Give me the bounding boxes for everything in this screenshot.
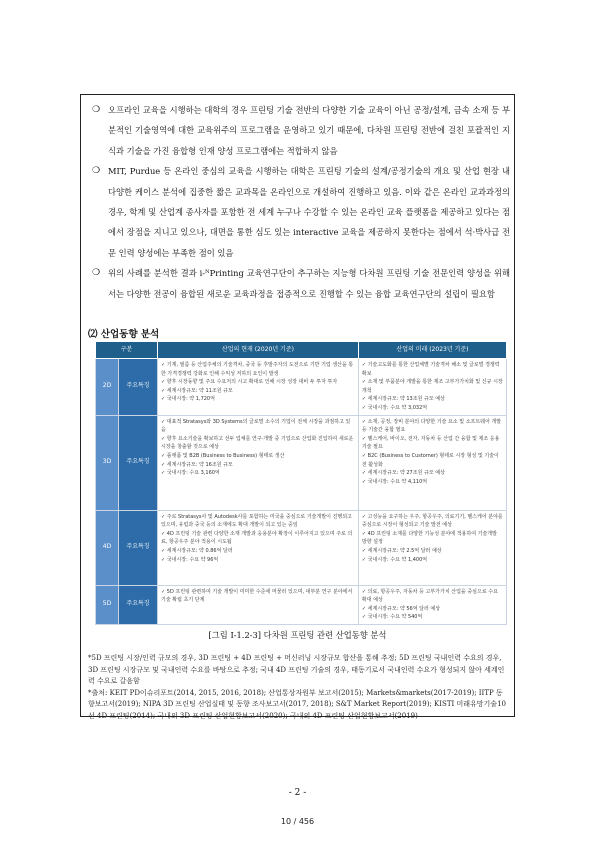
current-cell: [158, 415, 359, 510]
cell-line: ✓ 소재 및 부품분야 개발을 통한 제조 고부가가치화 및 신규 시장 개척: [361, 379, 503, 394]
bullet-text: 오프라인 교육을 시행하는 대학의 경우 프린팅 기술 전반의 다양한 기술 교육이 아닌 공정/설계, 금속 소재 등 부분적인 기술영역에 대한 교육위주의 프로그램을 운영하고 있기 때문에, 다차원 프린팅 전반에 걸친 포괄적인 지식과 기술을 가진 융합형 인재 양성 프로그램에는 적합하지 않음: [108, 105, 510, 156]
viewer-page-indicator: 10 / 456: [280, 817, 315, 826]
cell-line: ✓ 국내시장: 수요 약 1,400억: [361, 556, 428, 563]
header-current: 산업의 현재 (2020년 기준): [158, 342, 359, 359]
industry-trend-table: [95, 341, 507, 625]
table-row: [96, 510, 507, 585]
table-row: [96, 585, 507, 624]
cell-line: ✓ 소재, 공정, 장비 분야의 다양한 기술 요소 및 소프트웨어 개발 등 기술간 융합 필요: [361, 418, 502, 434]
cell-line: ✓ 국내시장: 수요 약 96억: [161, 556, 219, 563]
cell-line: ✓ 5D 프린팅 관련하여 기술 개발이 미미한 수준에 머물러 있으며, 대부분 연구 분야에서 기술 확립 초기 단계: [161, 588, 353, 604]
circle-bullet-icon: ❍: [92, 166, 101, 177]
bullet-item: [92, 100, 510, 161]
table-row: [96, 415, 507, 510]
header-category: 구분: [96, 342, 158, 359]
cell-line: ✓ 고성능을 요구하는 우주, 항공우주, 의료기기, 헬스케어 분야를 중심으로 시장이 형성되고 기술 발전 예상: [361, 513, 503, 529]
dimension-cell: 4D: [96, 510, 119, 585]
cell-line: ✓ 세계시장규모: 약 56억 달러 예상: [361, 605, 441, 612]
cell-line: ✓ 주로 Stratasys사 및 Autodesk사를 포함하는 미국을 중심으로 기술개발이 진행되고 있으며, 유럽과 중국 등의 소재에도 확대 개발이 되고 있는 중임: [161, 513, 352, 529]
cell-line: ✓ B2C (Business to Customer) 형태로 시장 형성 및 기술이전 활성화: [361, 452, 499, 468]
circle-bullet-icon: ❍: [92, 105, 101, 115]
feature-label: 주요특징: [119, 585, 158, 624]
table-row: [96, 359, 507, 416]
feature-label: 주요특징: [119, 510, 158, 585]
footnote-text: *출처: KEIT PD이슈리포트(2014, 2015, 2016, 2018); 산업통상자원부 보고서(2015); Markets&markets(2017-2019); IITP 동향보고서(2019); NIPA 3D 프린팅 산업실태 및 동향 조사보고서(2017, 2018); S&T Market Report(2019); KISTI 미래유망기술10선 4D 프린팅(2014); 국내외 3D 프린팅 산업현황보고서(2020); 국내외 4D 프린팅 산업현황보고서(2019): [88, 688, 506, 720]
bullet-list: [92, 100, 510, 304]
cell-line: ✓ 세계시장규모: 약 11조원 규모: [161, 387, 233, 394]
cell-line: ✓ 기계, 필름 등 산업주체의 기술격차, 중국 등 후발주자의 도전으로 기반 기업 생산을 통한 가격경쟁력 강화로 인해 수익성 저하의 요인이 발생: [161, 362, 354, 377]
bullet-item: [92, 161, 510, 263]
bullet-text: MIT, Purdue 등 온라인 중심의 교육을 시행하는 대학은 프린팅 기술의 설계/공정기술의 개요 및 산업 현장 내 다양한 케이스 분석에 집중한 짧은 교과목을 온라인으로 개설하여 진행하고 있음. 이와 같은 온라인 교과과정의 경우, 학계 및 산업계 종사자를 포함한 전 세계 누구나 수강할 수 있는 온라인 교육 플랫폼을 제공하고 있다는 점에서 장점을 지니고 있으나, 대면을 통한 심도 있는 interactive 교육을 제공하지 못한다는 점에서 석·박사급 전문 인력 양성에는 부족한 점이 있음: [108, 166, 510, 258]
feature-label: 주요특징: [119, 359, 158, 416]
current-cell: [158, 359, 359, 416]
cell-line: ✓ 플랫폼 및 B2B (Business to Business) 형태로 생산: [161, 452, 285, 459]
section-title: ⑵ 산업동향 분석: [88, 329, 160, 340]
footnote-text: *5D 프린팅 시장/인력 규모의 경우, 3D 프린팅 + 4D 프린팅 + 머신러닝 시장규모 합산을 통해 추정; 5D 프린팅 국내인력 수요의 경우, 3D 프린팅 시장규모 및 국내인력 수요를 바탕으로 추정; 국내 4D 프린팅 기술의 경우, 태동기로서 국내인력 수요가 형성되지 않아 세계인력 수요로 갈음함: [88, 654, 505, 686]
current-cell: [158, 510, 359, 585]
bullet-text: 위의 사례를 분석한 결과 i-ᴺPrinting 교육연구단이 추구하는 지능형 다차원 프린팅 기술 전문인력 양성을 위해서는 다양한 전공이 융합된 새로운 교육과정을 접증적으로 진행할 수 있는 융합 교육연구단의 설립이 필요함: [108, 268, 510, 299]
future-cell: [358, 510, 506, 585]
cell-line: ✓ 국내시장: 수요 3,160억: [161, 470, 220, 477]
cell-line: ✓ 국내시장: 약 1,720억: [161, 396, 215, 403]
cell-line: ✓ 4D 프린팅 기술 관련 다양한 소재 개발과 응용분야 확장이 이루어지고 있으며 주로 의료, 항공우주 분야 적용이 시도됨: [161, 530, 353, 546]
cell-line: ✓ 기술고도화를 통한 산업체별 기술격차 해소 및 글로벌 경쟁력 확보: [361, 362, 500, 377]
future-cell: [358, 415, 506, 510]
cell-line: ✓ 세계시장규모: 약 27조원 규모 예상: [361, 470, 445, 477]
footnotes: [88, 653, 508, 723]
cell-line: ✓ 향후 시장동향 및 주요 수요처의 시고 확대로 인해 시장 성장 대비 두 투자 투자: [161, 379, 338, 386]
cell-line: ✓ 의료, 항공우주, 자동차 등 고부가가치 산업을 중심으로 수요 확대 예상: [361, 588, 498, 604]
cell-line: ✓ 국내시장: 수요 약 540억: [361, 614, 423, 621]
feature-label: 주요특징: [119, 415, 158, 510]
cell-line: ✓ 4D 프린팅 소재를 다양한 기능성 분야에 적용하여 기술개발 방향 설정: [361, 530, 497, 546]
cell-line: ✓ 세계시장규모: 약 16조원 규모: [161, 461, 233, 468]
cell-line: ✓ 세계시장규모: 약 13조원 규모 예상: [361, 396, 445, 403]
dimension-cell: 5D: [96, 585, 119, 624]
dimension-cell: 2D: [96, 359, 119, 416]
table-header-row: [96, 342, 507, 359]
cell-line: ✓ 헬스케어, 바이오, 전자, 자동차 등 산업 간 융합 및 제조 응용 기술 필요: [361, 435, 500, 451]
bullet-item: [92, 263, 510, 304]
future-cell: [358, 585, 506, 624]
current-cell: [158, 585, 359, 624]
cell-line: ✓ 대표적 Stratasys와 3D Systems의 글로벌 소수의 기업이 전체 시장을 과점하고 있음: [161, 418, 351, 434]
header-future: 산업의 미래 (2023년 기준): [358, 342, 506, 359]
circle-bullet-icon: ❍: [92, 268, 101, 279]
page-number: - 2 -: [288, 788, 307, 798]
future-cell: [358, 359, 506, 416]
cell-line: ✓ 세계시장규모: 약 2.5억 달러 예상: [361, 547, 442, 554]
cell-line: ✓ 국내시장: 수요 약 3,032억: [361, 404, 428, 411]
cell-line: ✓ 향후 요소기술을 확보하고 선두 업체를 연구·개발 중 기업으로 산업화 진입하여 새로운 시장을 창출할 것으로 예상: [161, 435, 354, 451]
cell-line: ✓ 세계시장규모: 약 0.86억 달러: [161, 547, 233, 554]
figure-caption: [그림 Ⅰ-1.2-3] 다차원 프린팅 관련 산업동향 분석: [208, 630, 387, 640]
dimension-cell: 3D: [96, 415, 119, 510]
cell-line: ✓ 국내시장: 수요 약 4,110억: [361, 478, 428, 485]
